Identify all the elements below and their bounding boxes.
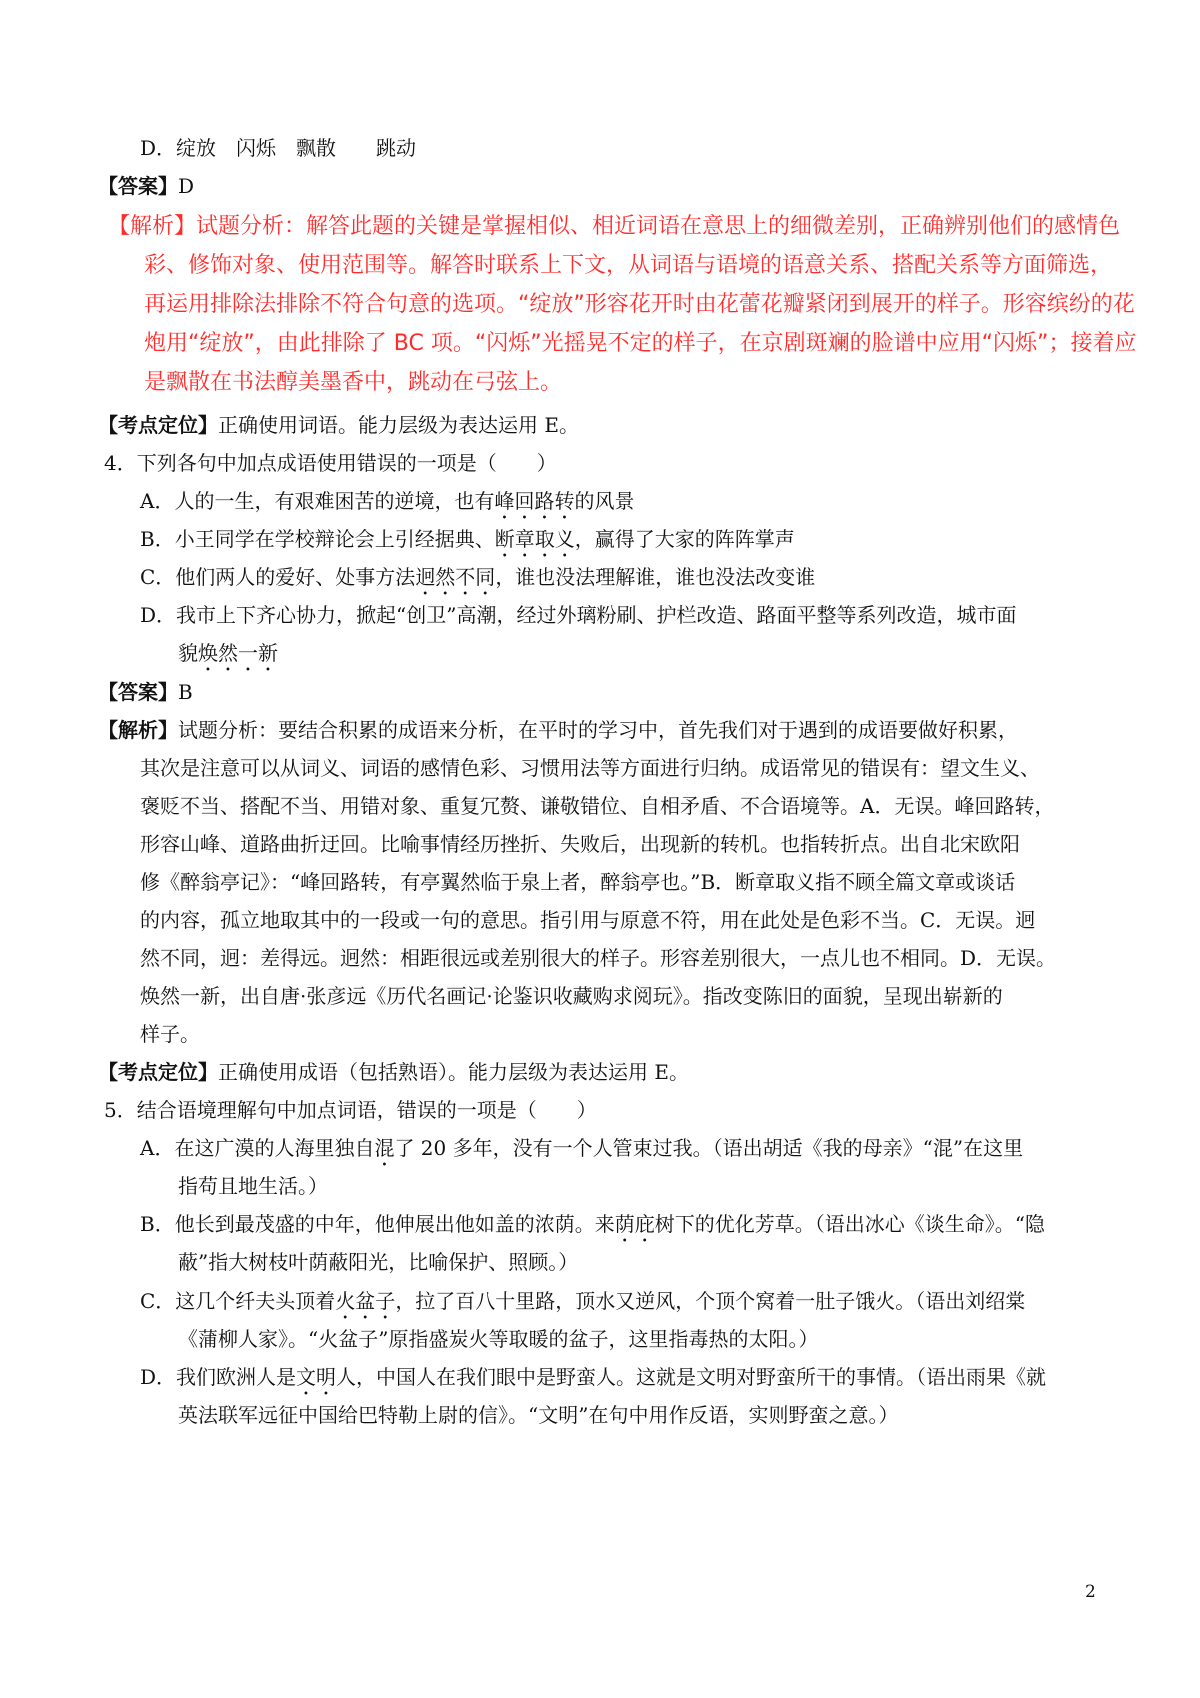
q3-answer (98, 172, 194, 200)
q4-analysis-line-2: 其次是注意可以从词义、词语的感情色彩、习惯用法等方面进行归纳。成语常见的错误有：望文生义、 (140, 756, 1040, 780)
dotted-idiom: 迥然不同 (415, 565, 496, 589)
q4-analysis-line-5: 修《醉翁亭记》：“峰回路转，有亭翼然临于泉上者，醉翁亭也。”B．断章取义指不顾全篇文章或谈话 (140, 870, 1016, 894)
text-after: ，赢得了大家的阵阵掌声 (574, 527, 795, 551)
analysis-tag: 【解析】 (98, 718, 178, 742)
q4-analysis-line-3: 褒贬不当、搭配不当、用错对象、重复冗赘、谦敬错位、自相矛盾、不合语境等。A．无误。峰回路转， (140, 794, 1055, 818)
q5-option-d-line-1 (140, 1363, 1046, 1400)
answer-value: B (178, 680, 193, 704)
text-after: ，拉了百八十里路，顶水又逆风，个顶个窝着一肚子饿火。（语出刘绍棠 (395, 1289, 1026, 1313)
q4-analysis-line-4: 形容山峰、道路曲折迂回。比喻事情经历挫折、失败后，出现新的转机。也指转折点。出自北宋欧阳 (140, 832, 1020, 856)
text-before: C．这几个纤夫头顶着 (140, 1289, 336, 1313)
text-before: 貌 (178, 641, 198, 665)
dotted-idiom: 断章取义 (494, 527, 575, 551)
text-after: 了 20 多年，没有一个人管束过我。（语出胡适《我的母亲》“混”在这里 (394, 1136, 1024, 1160)
q3-analysis-line-4: 炮用“绽放”，由此排除了 BC 项。“闪烁”光摇晃不定的样子，在京剧斑斓的脸谱中应用“闪烁”；接着应 (144, 331, 1137, 356)
text-before: D．我们欧洲人是 (140, 1365, 297, 1389)
q5-option-a-line-1 (140, 1134, 1023, 1171)
q5-option-c-line-1 (140, 1287, 1025, 1324)
text-after: 树下的优化芳草。（语出冰心《谈生命》。“隐 (654, 1212, 1045, 1236)
text-after: 人，中国人在我们眼中是野蛮人。这就是文明对野蛮所干的事情。（语出雨果《就 (336, 1365, 1047, 1389)
dotted-word: 火盆子 (335, 1289, 396, 1313)
q5-option-c-line-2: 《蒲柳人家》。“火盆子”原指盛炭火等取暖的盆子，这里指毒热的太阳。） (178, 1327, 819, 1351)
q4-analysis-line-1 (98, 716, 1018, 744)
q3-analysis-line-3: 再运用排除法排除不符合句意的选项。“绽放”形容花开时由花蕾花瓣紧闭到展开的样子。形容缤纷的花 (144, 292, 1135, 317)
q4-option-c (140, 563, 815, 600)
q4-option-b (140, 525, 795, 562)
dotted-word: 文明 (296, 1365, 337, 1389)
q3-analysis-line-2: 彩、修饰对象、使用范围等。解答时联系上下文，从词语与语境的语意关系、搭配关系等方面筛选， (144, 253, 1113, 278)
kaodian-tag: 【考点定位】 (98, 413, 218, 437)
dotted-idiom: 焕然一新 (198, 641, 278, 665)
q4-option-d-line-2 (178, 639, 278, 676)
q4-analysis-line-9: 样子。 (140, 1022, 200, 1046)
q4-kaodian (98, 1058, 689, 1086)
q4-analysis-line-8: 焕然一新，出自唐·张彦远《历代名画记·论鉴识收藏购求阅玩》。指改变陈旧的面貌，呈现出崭新的 (140, 984, 1003, 1008)
analysis-text: 试题分析：要结合积累的成语来分析，在平时的学习中，首先我们对于遇到的成语要做好积累， (178, 718, 1018, 742)
answer-tag: 【答案】 (98, 680, 178, 704)
q5-option-b-line-2: 蔽”指大树枝叶荫蔽阳光，比喻保护、照顾。） (178, 1250, 579, 1274)
text-before: A．人的一生，有艰难困苦的逆境，也有 (140, 489, 495, 513)
q4-option-d-line-1: D．我市上下齐心协力，掀起“创卫”高潮，经过外璃粉刷、护栏改造、路面平整等系列改造，城市面 (140, 603, 1017, 627)
dotted-word: 荫庇 (614, 1212, 655, 1236)
q5-option-b-line-1 (140, 1210, 1045, 1247)
answer-tag: 【答案】 (98, 174, 178, 198)
text-before: B．他长到最茂盛的中年，他伸展出他如盖的浓荫。来 (140, 1212, 615, 1236)
kaodian-text: 正确使用成语（包括熟语）。能力层级为表达运用 E。 (218, 1060, 689, 1084)
text-after: 的风景 (574, 489, 635, 513)
q4-analysis-line-6: 的内容，孤立地取其中的一段或一句的意思。指引用与原意不符，用在此处是色彩不当。C．无误。迥 (140, 908, 1036, 932)
text-after: ，谁也没法理解谁，谁也没法改变谁 (495, 565, 816, 589)
page-number: 2 (1085, 1582, 1096, 1602)
q5-stem: 5．结合语境理解句中加点词语，错误的一项是（ ） (104, 1098, 597, 1122)
q3-option-d: D．绽放 闪烁 飘散 跳动 (140, 136, 417, 160)
answer-value: D (178, 174, 195, 198)
q4-stem: 4．下列各句中加点成语使用错误的一项是（ ） (104, 451, 557, 475)
q5-option-a-line-2: 指苟且地生活。） (178, 1174, 328, 1198)
q3-kaodian (98, 411, 579, 439)
text-before: B．小王同学在学校辩论会上引经据典、 (140, 527, 495, 551)
q5-option-d-line-2: 英法联军远征中国给巴特勒上尉的信》。“文明”在句中用作反语，实则野蛮之意。） (178, 1403, 899, 1427)
dotted-idiom: 峰回路转 (494, 489, 575, 513)
dotted-word: 混 (374, 1136, 395, 1160)
kaodian-text: 正确使用词语。能力层级为表达运用 E。 (218, 413, 579, 437)
kaodian-tag: 【考点定位】 (98, 1060, 218, 1084)
text-before: A．在这广漠的人海里独自 (140, 1136, 375, 1160)
q3-analysis-line-5: 是飘散在书法醇美墨香中，跳动在弓弦上。 (144, 370, 563, 395)
text-before: C．他们两人的爱好、处事方法 (140, 565, 416, 589)
q4-analysis-line-7: 然不同，迥：差得远。迥然：相距很远或差别很大的样子。形容差别很大，一点儿也不相同。D．无误。 (140, 946, 1057, 970)
q3-analysis-line-1: 【解析】试题分析：解答此题的关键是掌握相似、相近词语在意思上的细微差别，正确辨别他们的感情色 (108, 214, 1121, 239)
q4-answer (98, 678, 193, 706)
q4-option-a (140, 487, 634, 524)
